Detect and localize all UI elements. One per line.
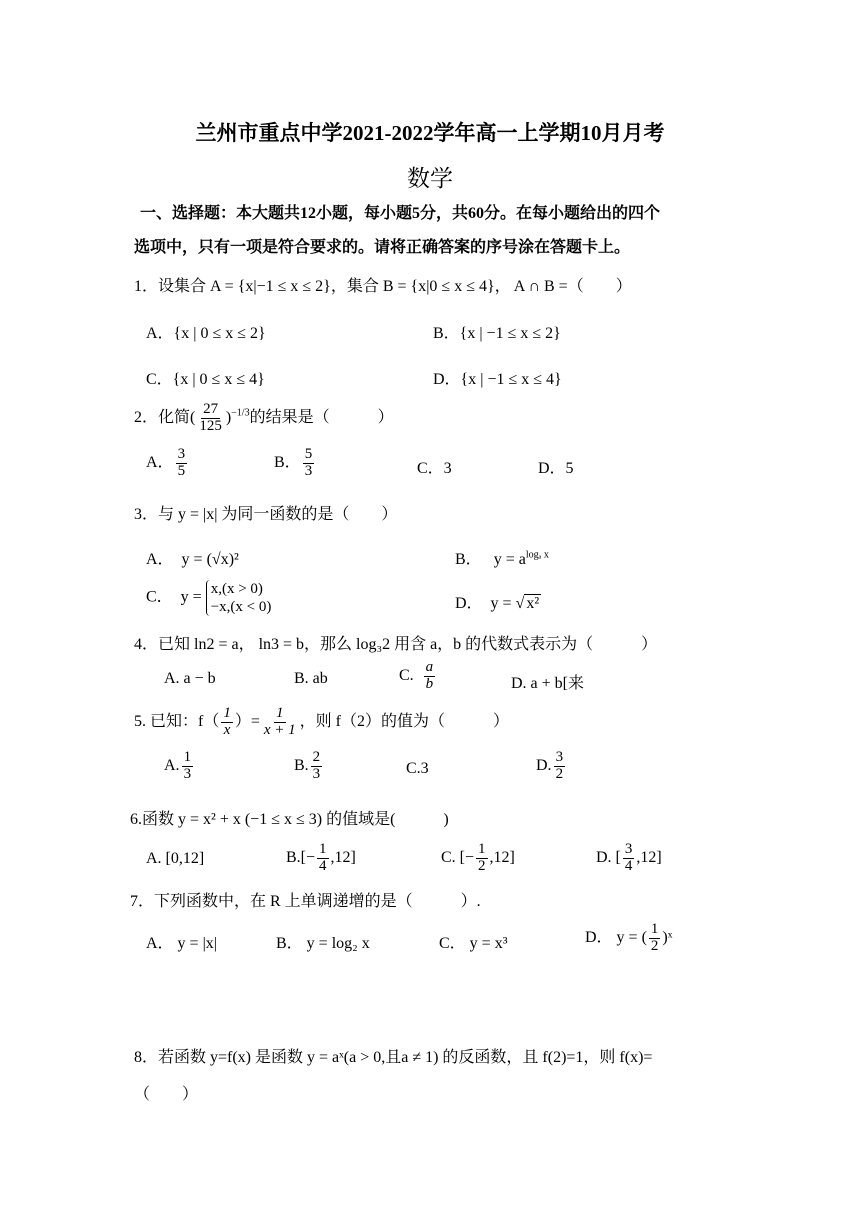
- q2-frac-num: 27: [203, 401, 219, 417]
- q5-prefix: 5. 已知：f（: [134, 712, 220, 730]
- q3-b-expr: y = a: [493, 551, 526, 568]
- q7-d-num: 1: [650, 921, 659, 937]
- q2-a-frac: [176, 447, 188, 480]
- q2-a-label: A．: [146, 453, 174, 471]
- q4-option-a: A. a − b: [164, 670, 216, 687]
- q4-option-d: D. a + b[来: [511, 675, 585, 692]
- q3-b-exp: logₐ x: [525, 549, 549, 561]
- q5-suffix: ，则 f（2）的值为（ ）: [299, 712, 509, 730]
- q5-b-label: B.: [294, 756, 309, 774]
- q6-c-tail: ,12]: [489, 848, 515, 866]
- section-intro-line1: 一、选择题：本大题共12小题，每小题5分，共60分。在每小题给出的四个: [140, 205, 661, 222]
- q1-option-d: D．{x | −1 ≤ x ≤ 4}: [433, 371, 562, 388]
- q5-a-num: 1: [183, 749, 192, 765]
- q5-r-num: 1: [276, 705, 284, 721]
- q8-tail: （ ）: [134, 1086, 199, 1103]
- section-intro-line2: 选项中，只有一项是符合要求的。请将正确答案的序号涂在答题卡上。: [134, 239, 631, 256]
- q5-a-den: 3: [183, 765, 192, 782]
- q7-option-c: C． y = x³: [439, 935, 508, 952]
- q6-option-a: A. [0,12]: [146, 850, 205, 867]
- q4-option-c: [399, 660, 437, 693]
- q6-option-d: [596, 842, 662, 875]
- q6-b-frac: [317, 842, 329, 875]
- q2-a-num: 3: [177, 446, 186, 462]
- q6-d-label: D. [: [596, 848, 621, 866]
- q3-d-label: D． y =: [455, 595, 512, 612]
- q4-stem: 4．已知 ln2 = a， ln3 = b，那么 log₃2 用含 a，b 的代数式表示为（ ）: [134, 636, 658, 653]
- q2-prefix: 2．化简: [134, 408, 191, 426]
- q2-suffix: 的结果是（ ）: [249, 408, 394, 426]
- q2-option-c: C．3: [417, 460, 452, 477]
- q5-f-den: x: [223, 721, 231, 738]
- q2-frac-den: 125: [199, 417, 222, 434]
- q6-b-tail: ,12]: [330, 848, 356, 866]
- q7-d-label: D． y = (: [585, 928, 647, 946]
- q8-stem: 8．若函数 y=f(x) 是函数 y = aˣ(a > 0,且a ≠ 1) 的反函数，且 f(2)=1，则 f(x)=: [134, 1049, 653, 1066]
- q5-mid: ）=: [234, 712, 260, 730]
- q2-option-b: [274, 447, 316, 480]
- q7-stem: 7．下列函数中，在 R 上单调递增的是（ ）.: [130, 893, 481, 910]
- q5-stem: [134, 706, 509, 739]
- q2-b-frac: [303, 447, 315, 480]
- q6-c-num: 1: [478, 841, 486, 857]
- exam-title: 兰州市重点中学2021-2022学年高一上学期10月月考: [195, 121, 665, 145]
- q5-d-den: 2: [555, 765, 564, 782]
- q5-b-num: 2: [312, 749, 321, 765]
- q2-a-den: 5: [177, 462, 186, 479]
- q5-d-label: D.: [536, 756, 552, 774]
- q5-a-frac: [182, 750, 194, 783]
- q5-option-d: [536, 750, 567, 783]
- q1-option-c: C．{x | 0 ≤ x ≤ 4}: [146, 371, 265, 388]
- q5-d-frac: [554, 750, 566, 783]
- q6-d-num: 3: [624, 841, 633, 857]
- q6-c-label: C. [−: [441, 848, 475, 866]
- q5-f-num: 1: [223, 705, 231, 721]
- q6-option-c: [441, 842, 515, 875]
- q4-c-label: C.: [399, 666, 414, 684]
- q3-b-label: B．: [455, 551, 482, 568]
- q5-f-frac: [221, 706, 233, 739]
- q4-c-den: b: [425, 675, 434, 692]
- q5-b-den: 3: [312, 765, 321, 782]
- q4-c-frac: [424, 660, 436, 693]
- q5-r-den: x + 1: [263, 721, 296, 738]
- q7-option-a: A． y = |x|: [146, 935, 217, 952]
- q3-option-c: [146, 580, 271, 616]
- q6-d-den: 4: [624, 857, 633, 874]
- q7-d-frac: [649, 922, 661, 955]
- q2-option-d: D．5: [538, 460, 574, 477]
- q6-c-frac: [476, 842, 488, 875]
- q2-option-a: [146, 447, 189, 480]
- q3-c-case2: −x,(x < 0): [210, 599, 272, 615]
- q7-option-d: [585, 922, 672, 955]
- q5-b-frac: [311, 750, 323, 783]
- q1-option-b: B．{x | −1 ≤ x ≤ 2}: [433, 325, 561, 342]
- q1-stem: 1．设集合 A = {x|−1 ≤ x ≤ 2}，集合 B = {x|0 ≤ x ≤ 4}， A ∩ B =（ ）: [134, 278, 632, 295]
- q3-c-case1: x,(x > 0): [210, 581, 263, 597]
- q2-fraction: [197, 402, 224, 435]
- q1-option-a: A．{x | 0 ≤ x ≤ 2}: [146, 325, 266, 342]
- subject-title: 数学: [407, 166, 453, 191]
- q7-option-b: B． y = log₂ x: [276, 935, 370, 952]
- q7-d-den: 2: [650, 937, 659, 954]
- q3-stem: 3．与 y = |x| 为同一函数的是（ ）: [134, 506, 398, 523]
- q6-b-den: 4: [319, 857, 327, 874]
- q5-d-num: 3: [555, 749, 564, 765]
- q2-b-num: 5: [304, 446, 313, 462]
- q5-a-label: A.: [164, 756, 180, 774]
- q6-c-den: 2: [478, 857, 486, 874]
- q5-option-a: [164, 750, 195, 783]
- q5-r-frac: [262, 706, 298, 739]
- q2-b-label: B．: [274, 453, 301, 471]
- q6-b-num: 1: [319, 841, 327, 857]
- q3-option-b: [455, 546, 549, 569]
- q2-stem: 2．化简( $\frac{27}{125}$ )$^{-1/3}$的结果是（ ）: [134, 401, 394, 434]
- q2-exponent: −1/3: [231, 407, 250, 419]
- q4-option-b: B. ab: [294, 670, 328, 687]
- q6-b-label: B.[−: [286, 848, 316, 866]
- q3-c-piecewise: [206, 580, 272, 616]
- q3-option-d: D． y = √ x²: [455, 595, 540, 612]
- q2-b-den: 3: [304, 462, 313, 479]
- q6-d-tail: ,12]: [636, 848, 662, 866]
- q3-d-radicand: x²: [526, 595, 540, 612]
- q4-c-num: a: [425, 659, 434, 675]
- q6-stem: 6.函数 y = x² + x (−1 ≤ x ≤ 3) 的值域是( ): [130, 811, 449, 828]
- q6-d-frac: [623, 842, 635, 875]
- q3-option-a: A． y = (√x)²: [146, 551, 239, 568]
- q3-c-label: C． y =: [146, 588, 202, 606]
- q6-option-b: [286, 842, 356, 875]
- q5-option-b: [294, 750, 324, 783]
- q5-option-c: C.3: [406, 760, 429, 777]
- q7-d-tail: )ˣ: [662, 928, 673, 946]
